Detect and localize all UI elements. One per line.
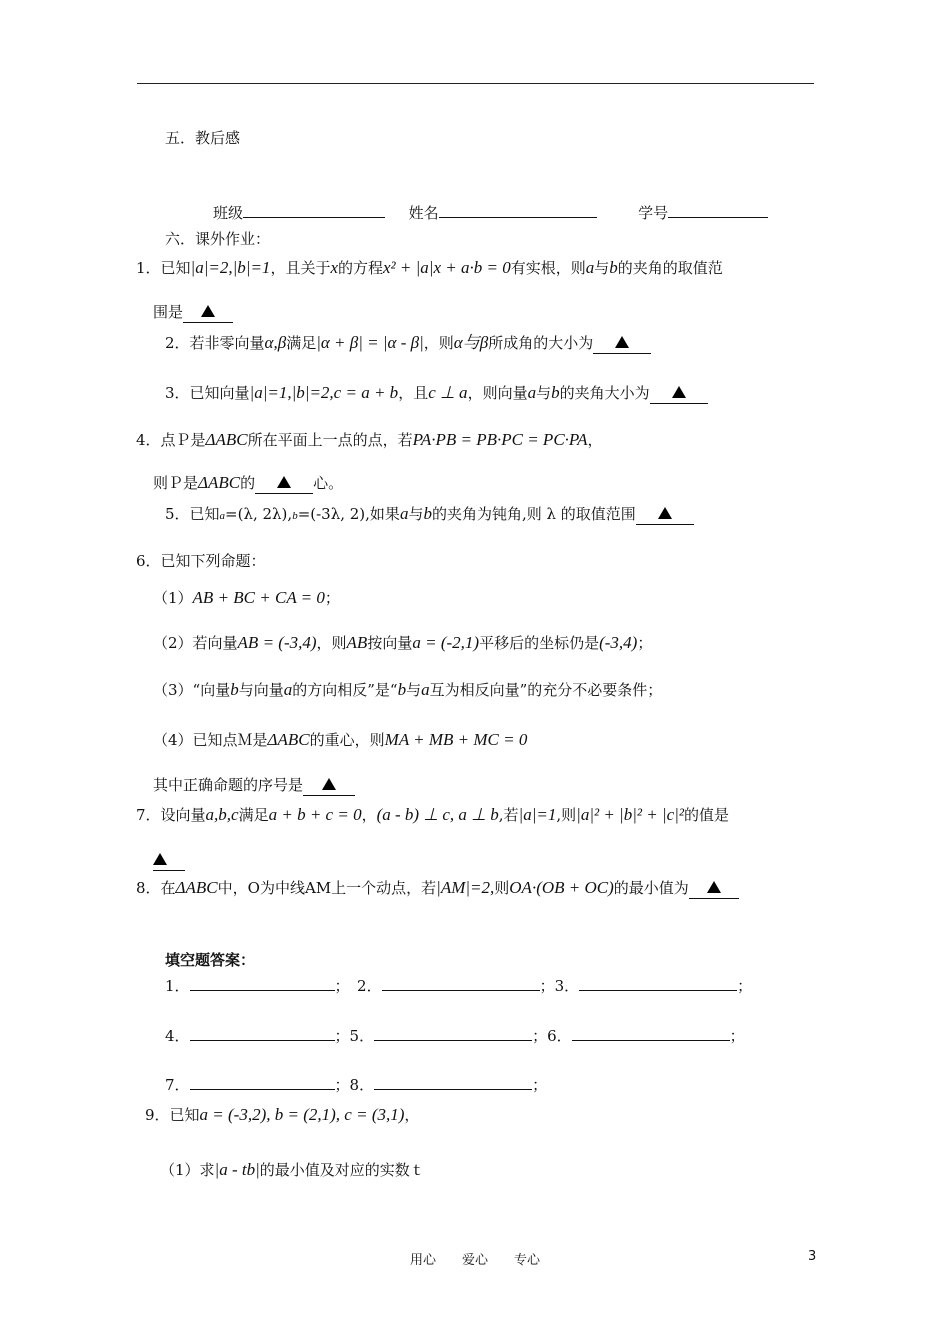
q2-alpha-beta: α与β xyxy=(453,333,489,352)
answer-blank-1[interactable] xyxy=(190,976,335,991)
q4-equation: PA·PB = PB·PC = PC·PA xyxy=(412,430,588,449)
q6-p2-e: ； xyxy=(637,634,653,652)
q9-p1-a: （1）求 xyxy=(160,1161,215,1179)
q9-p1-b: 的最小值及对应的实数ｔ xyxy=(259,1161,425,1179)
q6-p2-eq: AB = (-3,4) xyxy=(237,633,317,652)
q8-answer-blank[interactable] xyxy=(689,878,739,899)
q5-vector-a: a xyxy=(399,504,409,523)
q4-text-b: 所在平面上一点的点，若 xyxy=(247,431,413,449)
question-1-line-1 xyxy=(136,258,723,278)
answer-label-8: ；8． xyxy=(334,1076,375,1094)
answers-row-1 xyxy=(165,976,752,996)
answer-blank-5[interactable] xyxy=(374,1026,532,1041)
q2-text-e: 所成角的大小为 xyxy=(488,334,594,352)
q8-expr: OA·(OB + OC) xyxy=(509,878,614,897)
q3-text-b: ，且 xyxy=(398,384,429,402)
answer-label-2: ； 2． xyxy=(334,977,382,995)
q7-e: ,则 xyxy=(556,806,577,824)
q3-text-a: 3．已知向量 xyxy=(165,384,250,402)
q6-p2-vec: a = (-2,1) xyxy=(412,633,480,652)
q1-var-x: x xyxy=(330,258,338,277)
q7-answer-blank[interactable] xyxy=(153,850,185,871)
q6-p4-a: （4）已知点Ｍ是 xyxy=(153,731,268,749)
q2-text-a: 2．若非零向量 xyxy=(165,334,265,352)
q1-text-e: 与 xyxy=(594,259,610,277)
answers-title: 填空题答案： xyxy=(165,951,256,969)
q7-a: 7．设向量 xyxy=(136,806,206,824)
page-footer: 用心 爱心 专心 xyxy=(409,1253,540,1268)
q3-text-c: ，则向量 xyxy=(467,384,528,402)
q3-condition: |a|=1,|b|=2,c = a + b xyxy=(249,383,399,402)
q3-perp: c ⊥ a xyxy=(428,383,468,402)
answer-sep-3: ； xyxy=(737,977,753,995)
question-3 xyxy=(165,383,708,404)
q6-p3-a: （3）“向量 xyxy=(153,681,231,699)
answers-row-2 xyxy=(165,1026,745,1046)
answer-blank-2[interactable] xyxy=(382,976,540,991)
answer-label-4: 4． xyxy=(165,1027,190,1045)
triangle-marker-icon xyxy=(322,778,336,790)
id-blank[interactable] xyxy=(668,217,768,218)
triangle-marker-icon xyxy=(615,336,629,348)
question-6-intro: 6．已知下列命题： xyxy=(136,552,266,570)
q7-eq2: (a - b) ⊥ c, a ⊥ b xyxy=(376,805,499,824)
triangle-marker-icon xyxy=(201,305,215,317)
page-number: 3 xyxy=(808,1249,817,1264)
q6-p4-b: 的重心，则 xyxy=(309,731,385,749)
q2-answer-blank[interactable] xyxy=(593,333,651,354)
q5-text-e: 的夹角为钝角,则 λ 的取值范围 xyxy=(431,505,636,523)
q7-answer-line xyxy=(153,850,185,871)
q6-p3-d: a xyxy=(283,680,293,699)
q6-p1-num: （1） xyxy=(153,589,193,607)
q6-p4-tri: ΔABC xyxy=(267,730,310,749)
triangle-marker-icon xyxy=(672,386,686,398)
triangle-marker-icon xyxy=(707,881,721,893)
q6-p1-equation: AB + BC + CA = 0 xyxy=(192,588,325,607)
q6-p4-eq: MA + MB + MC = 0 xyxy=(384,730,528,749)
q3-vector-b: b xyxy=(551,383,560,402)
q7-eq1: a + b + c = 0 xyxy=(268,805,362,824)
q9-p1-expr: |a - tb| xyxy=(214,1160,260,1179)
q4-answer-blank[interactable] xyxy=(255,473,313,494)
question-4-line-2 xyxy=(153,473,343,494)
q4-triangle: ΔABC xyxy=(205,430,248,449)
q7-f: 的值是 xyxy=(683,806,729,824)
q8-cond: |AM|=2, xyxy=(436,878,495,897)
q3-text-e: 的夹角大小为 xyxy=(559,384,650,402)
q7-b: 满足 xyxy=(238,806,269,824)
question-5 xyxy=(165,504,694,526)
q8-a: 8．在 xyxy=(136,879,176,897)
q7-c: ， xyxy=(361,806,377,824)
q4-text-a: 4．点Ｐ是 xyxy=(136,431,206,449)
triangle-marker-icon xyxy=(277,476,291,488)
q6-p2-ab: AB xyxy=(346,633,368,652)
q4-triangle-2: ΔABC xyxy=(198,473,241,492)
q9-b: ， xyxy=(404,1106,420,1124)
triangle-marker-icon xyxy=(153,853,167,865)
q7-expr: |a|² + |b|² + |c|² xyxy=(576,805,684,824)
answer-sep-8: ； xyxy=(532,1076,548,1094)
q6-proposition-3 xyxy=(153,680,662,700)
question-4-line-1 xyxy=(136,430,603,450)
class-label: 班级 xyxy=(213,204,244,222)
q6-ask xyxy=(153,775,355,796)
q6-p3-e: 的方向相反”是“ xyxy=(292,681,398,699)
question-1-line-2 xyxy=(153,302,233,323)
q7-vars: a,b,c xyxy=(205,805,239,824)
q9-part-1 xyxy=(160,1160,425,1180)
answer-blank-6[interactable] xyxy=(572,1026,730,1041)
q2-equation: |α + β| = |α - β| xyxy=(316,333,424,352)
q6-p3-g: 与 xyxy=(406,681,422,699)
answer-label-6: ；6． xyxy=(532,1027,572,1045)
q2-text-b: 满足 xyxy=(286,334,317,352)
name-blank[interactable] xyxy=(439,217,597,218)
section-5-heading: 五．教后感 xyxy=(165,129,241,147)
q6-p2-a: （2）若向量 xyxy=(153,634,238,652)
q3-vector-a: a xyxy=(527,383,537,402)
q6-ask-text: 其中正确命题的序号是 xyxy=(153,776,304,794)
q3-answer-blank[interactable] xyxy=(650,383,708,404)
answer-blank-7[interactable] xyxy=(190,1075,335,1090)
q9-eq: a = (-3,2), b = (2,1), c = (3,1) xyxy=(199,1105,405,1124)
q4-text-c: ， xyxy=(587,431,603,449)
q7-cond: |a|=1 xyxy=(518,805,557,824)
q5-vector-b: b xyxy=(423,504,432,523)
q1-text-g: 围是 xyxy=(153,303,184,321)
q1-text-c: 的方程 xyxy=(338,259,384,277)
q4-text-e: 的 xyxy=(240,474,256,492)
q6-p1-end: ； xyxy=(324,589,340,607)
q6-proposition-4 xyxy=(153,730,527,750)
name-label: 姓名 xyxy=(408,204,439,222)
q8-c: 则 xyxy=(494,879,510,897)
student-info-line xyxy=(213,203,768,223)
q4-text-d: 则Ｐ是 xyxy=(153,474,199,492)
q1-text-b: ，且关于 xyxy=(270,259,331,277)
question-9 xyxy=(145,1105,419,1125)
q6-p3-h: a xyxy=(421,680,430,699)
answer-label-5: ；5． xyxy=(334,1027,375,1045)
q6-p2-b: ，则 xyxy=(316,634,347,652)
q1-vector-a: a xyxy=(585,258,595,277)
q9-a: 9．已知 xyxy=(145,1106,200,1124)
q5-vector-a-small: a xyxy=(219,510,226,522)
q1-condition: |a|=2,|b|=1 xyxy=(190,258,271,277)
answer-blank-8[interactable] xyxy=(374,1075,532,1090)
answer-label-7: 7． xyxy=(165,1076,190,1094)
q8-d: 的最小值为 xyxy=(613,879,689,897)
id-label: 学号 xyxy=(638,204,669,222)
triangle-marker-icon xyxy=(658,507,672,519)
q8-b: 中，O为中线AM上一个动点，若 xyxy=(217,879,437,897)
q5-text-a: 5．已知 xyxy=(165,505,220,523)
q6-p3-i: 互为相反向量”的充分不必要条件； xyxy=(429,681,663,699)
q6-p3-f: b xyxy=(397,680,407,699)
q3-text-d: 与 xyxy=(536,384,552,402)
q5-text-d: 与 xyxy=(408,505,424,523)
q5-text-b: =(λ, 2λ), xyxy=(225,505,293,523)
q1-text-a: 1．已知 xyxy=(136,259,191,277)
q1-equation: x² + |a|x + a·b = 0 xyxy=(383,258,511,277)
q6-p2-c: 按向量 xyxy=(367,634,413,652)
answer-sep-6: ； xyxy=(729,1027,745,1045)
q6-proposition-2 xyxy=(153,633,652,653)
q1-text-d: 有实根，则 xyxy=(510,259,586,277)
section-6-heading: 六．课外作业： xyxy=(165,230,271,248)
q1-answer-blank[interactable] xyxy=(183,302,233,323)
q1-vector-b: b xyxy=(609,258,618,277)
q6-p2-coord: (-3,4) xyxy=(599,633,638,652)
q5-text-c: =(-3λ, 2),如果 xyxy=(297,505,400,523)
q6-proposition-1 xyxy=(153,588,340,608)
q4-text-f: 心。 xyxy=(313,474,344,492)
q6-answer-blank[interactable] xyxy=(303,775,355,796)
q6-p3-c: 与向量 xyxy=(238,681,284,699)
q6-p2-d: 平移后的坐标仍是 xyxy=(479,634,600,652)
q2-vars: α,β xyxy=(264,333,287,352)
question-7 xyxy=(136,805,729,825)
q8-tri: ΔABC xyxy=(175,878,218,897)
answers-row-3 xyxy=(165,1075,547,1095)
answer-label-1: 1． xyxy=(165,977,190,995)
q5-vector-b-small: b xyxy=(292,510,298,522)
answer-blank-4[interactable] xyxy=(190,1026,335,1041)
answer-label-3: ；3． xyxy=(539,977,580,995)
header-rule xyxy=(137,83,814,84)
answer-blank-3[interactable] xyxy=(579,976,737,991)
q6-p3-b: b xyxy=(230,680,239,699)
q2-text-c: ，则 xyxy=(423,334,454,352)
question-8 xyxy=(136,878,739,899)
q1-text-f: 的夹角的取值范 xyxy=(617,259,723,277)
q5-answer-blank[interactable] xyxy=(636,504,694,525)
q7-d: ,若 xyxy=(498,806,519,824)
question-2 xyxy=(165,333,651,354)
class-blank[interactable] xyxy=(243,217,385,218)
